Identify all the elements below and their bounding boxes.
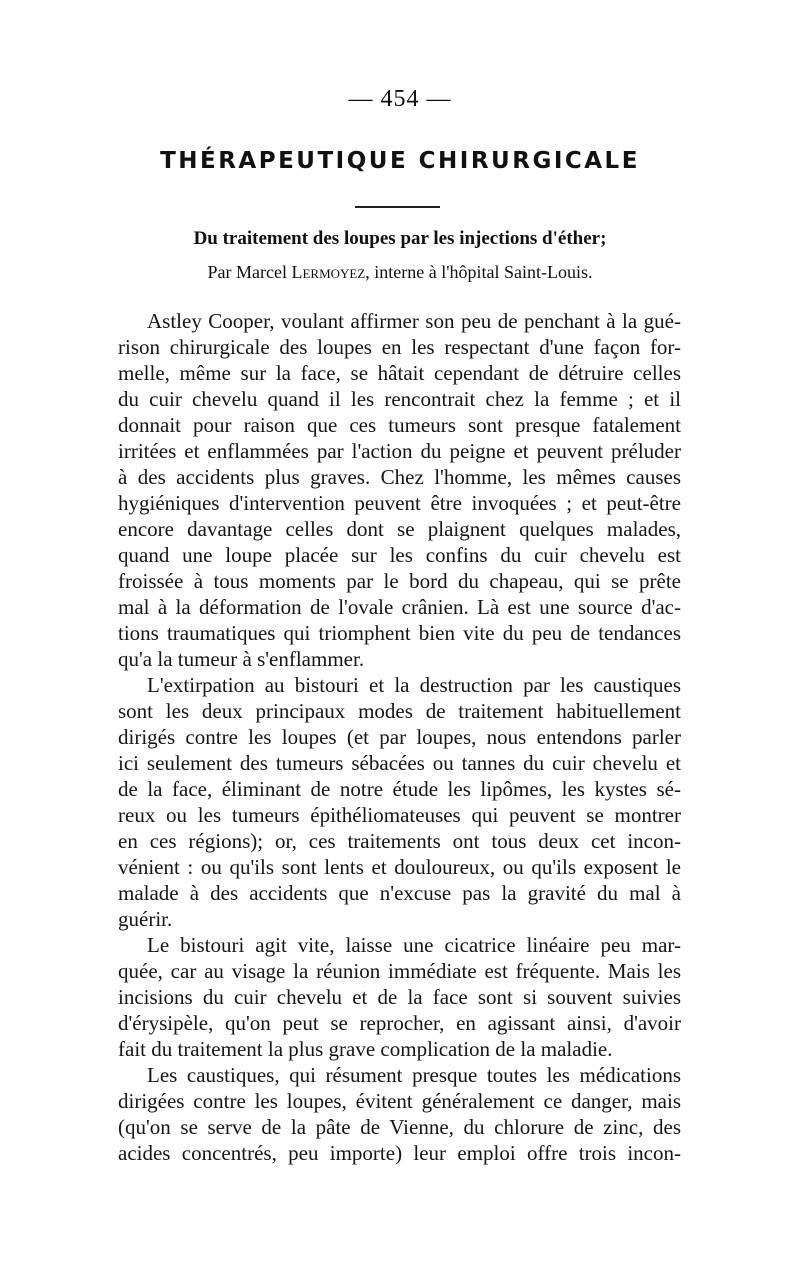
body-line: dirigés contre les loupes (et par loupes, nous entendons parler [118,725,681,749]
article-title: Du traitement des loupes par les injections d'éther; [193,228,607,249]
body-line: L'extirpation au bistouri et la destruction par les caustiques [147,673,681,697]
byline-suffix: , interne à l'hôpital Saint-Louis. [365,262,593,282]
body-line: ici seulement des tumeurs sébacées ou tannes du cuir chevelu et [118,751,681,775]
body-line: irritées et enflammées par l'action du peigne et peuvent préluder [118,439,681,463]
body-line: melle, même sur la face, se hâtait cependant de détruire celles [118,361,681,385]
body-line: mal à la déformation de l'ovale crânien. Là est une source d'ac- [118,595,681,619]
body-line: encore davantage celles dont se plaignent quelques malades, [118,517,681,541]
body-line: sont les deux principaux modes de traitement habituellement [118,699,681,723]
body-line: malade à des accidents que n'excuse pas la gravité du mal à [118,881,681,905]
page-number: — 454 — [348,86,452,112]
section-title: THÉRAPEUTIQUE CHIRURGICALE [160,148,640,174]
body-line: froissée à tous moments par le bord du chapeau, qui se prête [118,569,681,593]
body-line: rison chirurgicale des loupes en les respectant d'une façon for- [118,335,681,359]
body-line: Le bistouri agit vite, laisse une cicatrice linéaire peu mar- [147,933,681,957]
body-line: quée, car au visage la réunion immédiate est fréquente. Mais les [118,959,681,983]
byline [0,262,800,283]
title-divider [355,206,440,208]
body-line: donnait pour raison que ces tumeurs sont presque fatalement [118,413,681,437]
body-line: Les caustiques, qui résument presque toutes les médications [147,1063,681,1087]
body-line: incisions du cuir chevelu et de la face sont si souvent suivies [118,985,681,1009]
body-line: dirigées contre les loupes, évitent généralement ce danger, mais [118,1089,681,1113]
body-line: reux ou les tumeurs épithéliomateuses qui peuvent se montrer [118,803,681,827]
body-line: acides concentrés, peu importe) leur emploi offre trois incon- [118,1141,681,1165]
body-line: quand une loupe placée sur les confins du cuir chevelu est [118,543,681,567]
byline-prefix: Par Marcel [207,262,292,282]
body-line: (qu'on se serve de la pâte de Vienne, du chlorure de zinc, des [118,1115,681,1139]
body-line: guérir. [118,907,173,931]
body-line: Astley Cooper, voulant affirmer son peu de penchant à la gué- [147,309,681,333]
byline-author-name: Lermoyez [291,262,366,282]
body-line: tions traumatiques qui triomphent bien vite du peu de tendances [118,621,681,645]
body-line: d'érysipèle, qu'on peut se reprocher, en agissant ainsi, d'avoir [118,1011,681,1035]
body-line: en ces régions); or, ces traitements ont tous deux cet incon- [118,829,681,853]
body-line: fait du traitement la plus grave complication de la maladie. [118,1037,613,1061]
body-line: à des accidents plus graves. Chez l'homme, les mêmes causes [118,465,681,489]
body-line: de la face, éliminant de notre étude les lipômes, les kystes sé- [118,777,681,801]
body-line: qu'a la tumeur à s'enflammer. [118,647,365,671]
body-line: du cuir chevelu quand il les rencontrait chez la femme ; et il [118,387,681,411]
body-line: hygiéniques d'intervention peuvent être invoquées ; et peut-être [118,491,681,515]
body-line: vénient : ou qu'ils sont lents et douloureux, ou qu'ils exposent le [118,855,681,879]
